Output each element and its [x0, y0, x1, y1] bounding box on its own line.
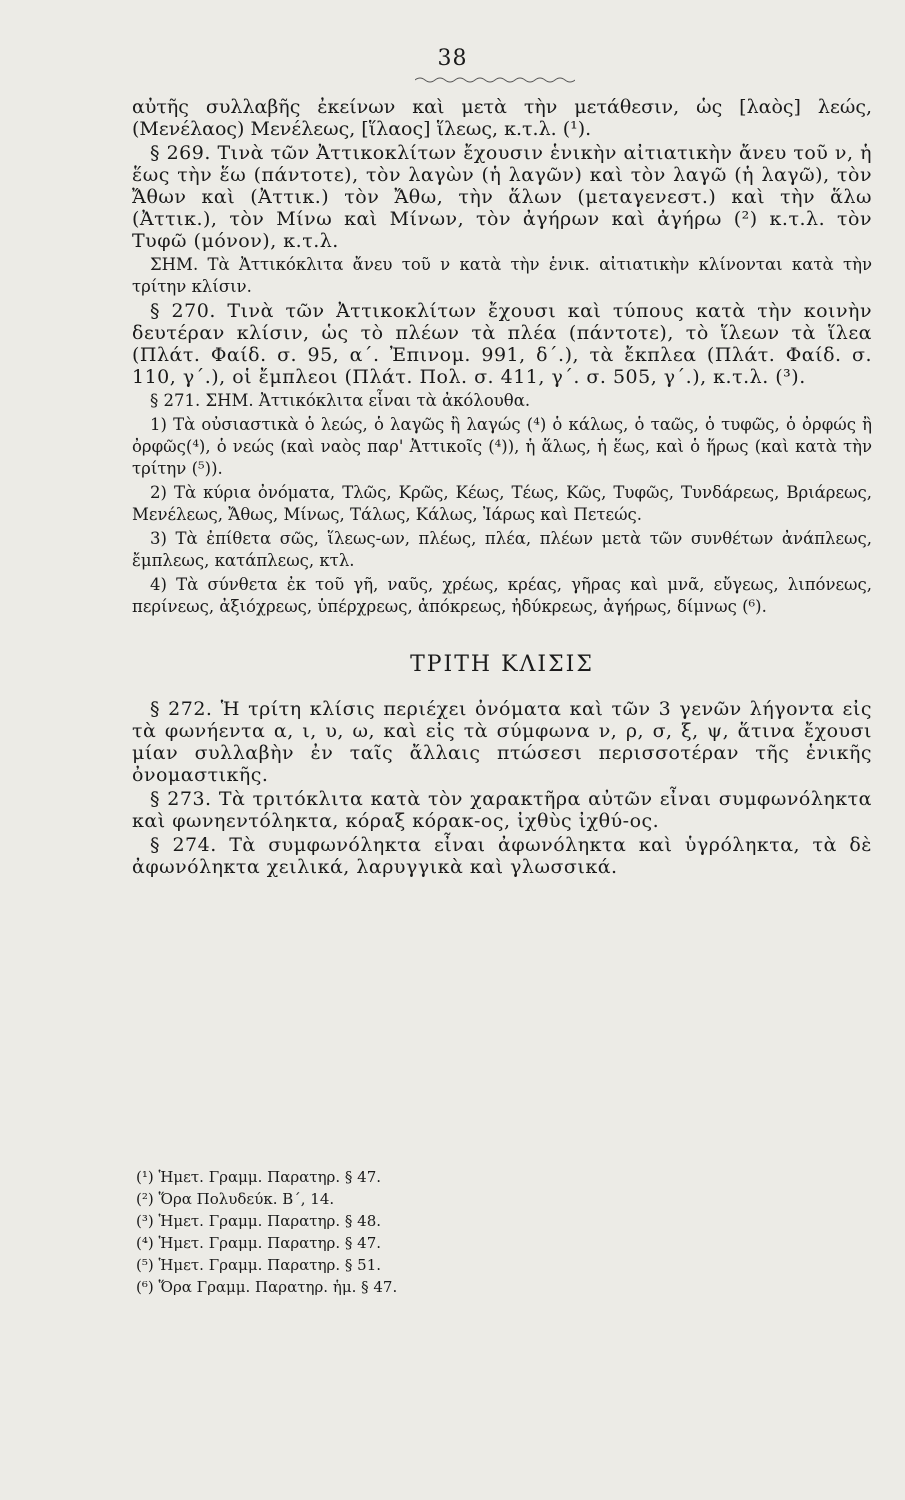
section-269: § 269. Τινὰ τῶν Ἀττικοκλίτων ἔχουσιν ἑνικὴν αἰτιατικὴν ἄνευ τοῦ ν, ἡ ἕως τὴν ἕω (πάντοτε), τὸν λαγὼν (ἡ λαγῶν) καὶ τὸν λαγῶ (ἡ λαγῶ), τὸν Ἄθων καὶ (Ἀττικ.) τὸν Ἄθω, τὴν ἅλων (μεταγενεστ.) καὶ τὴν ἅλω (Ἀττικ.), τὸν Μίνω καὶ Μίνων, τὸν ἀγήρων καὶ ἀγήρω (²) κ.τ.λ. τὸν Τυφῶ (μόνον), κ.τ.λ. [132, 142, 872, 252]
footnote-6: (⁶) Ὅρα Γραμμ. Παρατηρ. ἡμ. § 47. [136, 1278, 398, 1296]
footnote-5: (⁵) Ἡμετ. Γραμμ. Παρατηρ. § 51. [136, 1256, 382, 1274]
chapter-heading: ΤΡΙΤΗ ΚΛΙΣΙΣ [410, 652, 594, 677]
section-272: § 272. Ἡ τρίτη κλίσις περιέχει ὀνόματα καὶ τῶν 3 γενῶν λήγοντα εἰς τὰ φωνήεντα α, ι, υ, ω, καὶ εἰς τὰ σύμφωνα ν, ρ, σ, ξ, ψ, ἅτινα ἔχουσι μίαν συλλαβὴν ἐν ταῖς ἄλλαις πτώσεσι περισσοτέραν τῆς ἑνικῆς ὀνομαστικῆς. [132, 698, 872, 786]
footnote-4: (⁴) Ἡμετ. Γραμμ. Παρατηρ. § 47. [136, 1234, 382, 1252]
footnotes [136, 1166, 756, 1298]
list-item-3: 3) Τὰ ἐπίθετα σῶς, ἵλεως-ων, πλέως, πλέα, πλέων μετὰ τῶν συνθέτων ἀνάπλεως, ἔμπλεως, κατάπλεως, κτλ. [132, 529, 872, 570]
footnote-3: (³) Ἡμετ. Γραμμ. Παρατηρ. § 48. [136, 1212, 382, 1230]
section-274: § 274. Τὰ συμφωνόληκτα εἶναι ἀφωνόληκτα καὶ ὑγρόληκτα, τὰ δὲ ἀφωνόληκτα χειλικά, λαρυγγικὰ καὶ γλωσσικά. [132, 834, 872, 878]
list-item-1: 1) Τὰ οὐσιαστικὰ ὁ λεώς, ὁ λαγῶς ἢ λαγώς (⁴) ὁ κάλως, ὁ ταῶς, ὁ τυφῶς, ὁ ὀρφώς ἢ ὀρφῶς(⁴), ὁ νεώς (καὶ ναὸς παρ' Ἀττικοῖς (⁴)), ἡ ἅλως, ἡ ἕως, καὶ ὁ ἥρως (καὶ κατὰ τὴν τρίτην (⁵)). [132, 415, 872, 478]
header-ornament [415, 76, 575, 84]
main-text [132, 96, 872, 880]
paragraph-continuation: αὐτῆς συλλαβῆς ἐκείνων καὶ μετὰ τὴν μετάθεσιν, ὡς [λαὸς] λεώς, (Μενέλαος) Μενέλεως, [ἵλαος] ἵλεως, κ.τ.λ. (¹). [132, 96, 872, 140]
page-number: 38 [437, 46, 468, 71]
section-270: § 270. Τινὰ τῶν Ἀττικοκλίτων ἔχουσι καὶ τύπους κατὰ τὴν κοινὴν δευτέραν κλίσιν, ὡς τὸ πλέων τὰ πλέα (πάντοτε), τὸ ἵλεων τὰ ἵλεα (Πλάτ. Φαίδ. σ. 95, α΄. Ἐπινομ. 991, δ΄.), τὰ ἔκπλεα (Πλάτ. Φαίδ. σ. 110, γ΄.), οἱ ἔμπλεοι (Πλάτ. Πολ. σ. 411, γ΄. σ. 505, γ΄.), κ.τ.λ. (³). [132, 300, 872, 388]
section-271: § 271. ΣΗΜ. Ἀττικόκλιτα εἶναι τὰ ἀκόλουθα. [150, 391, 531, 410]
list-item-2: 2) Τὰ κύρια ὀνόματα, Τλῶς, Κρῶς, Κέως, Τέως, Κῶς, Τυφῶς, Τυνδάρεως, Βριάρεως, Μενέλεως, Ἄθως, Μίνως, Τάλως, Κάλως, Ἰάρως καὶ Πετεώς. [132, 483, 872, 524]
section-273: § 273. Τὰ τριτόκλιτα κατὰ τὸν χαρακτῆρα αὐτῶν εἶναι συμφωνόληκτα καὶ φωνηεντόληκτα, κόραξ κόρακ-ος, ἰχθὺς ἰχθύ-ος. [132, 788, 872, 832]
list-item-4: 4) Τὰ σύνθετα ἐκ τοῦ γῆ, ναῦς, χρέως, κρέας, γῆρας καὶ μνᾶ, εὔγεως, λιπόνεως, περίνεως, ἀξιόχρεως, ὑπέρχρεως, ἀπόκρεως, ἠδύκρεως, ἀγήρως, δίμνως (⁶). [132, 575, 872, 616]
note-269: ΣΗΜ. Τὰ Ἀττικόκλιτα ἄνευ τοῦ ν κατὰ τὴν ἑνικ. αἰτιατικὴν κλίνονται κατὰ τὴν τρίτην κλίσιν. [132, 255, 872, 296]
footnote-1: (¹) Ἡμετ. Γραμμ. Παρατηρ. § 47. [136, 1168, 382, 1186]
footnote-2: (²) Ὅρα Πολυδεύκ. Β΄, 14. [136, 1190, 335, 1208]
